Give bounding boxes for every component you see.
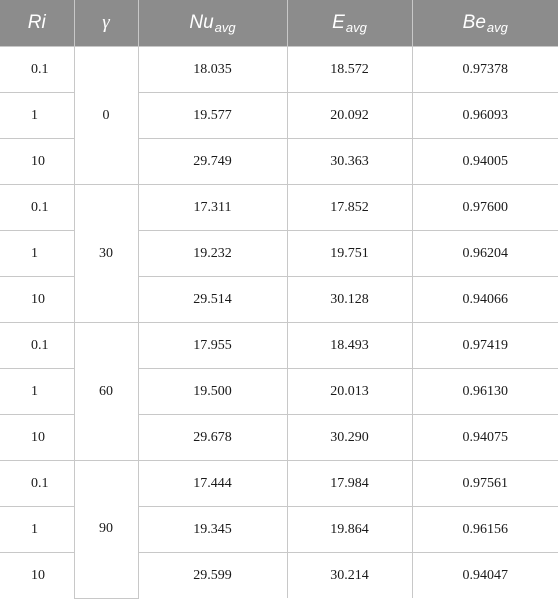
e-avg-cell: 17.852	[287, 185, 412, 231]
header-e-subscript: avg	[345, 19, 367, 35]
e-avg-cell: 30.363	[287, 139, 412, 185]
gamma-cell: 60	[74, 323, 138, 461]
nu-avg-cell: 19.577	[138, 93, 287, 139]
header-e-avg	[287, 0, 412, 47]
be-avg-cell: 0.96130	[412, 369, 558, 415]
ri-cell: 1	[0, 231, 74, 277]
ri-cell: 0.1	[0, 461, 74, 507]
ri-cell: 10	[0, 277, 74, 323]
ri-cell: 0.1	[0, 323, 74, 369]
be-avg-cell: 0.94075	[412, 415, 558, 461]
e-avg-cell: 30.290	[287, 415, 412, 461]
be-avg-cell: 0.97561	[412, 461, 558, 507]
e-avg-cell: 30.128	[287, 277, 412, 323]
header-be-avg	[412, 0, 558, 47]
header-gamma	[74, 0, 138, 47]
header-row	[0, 0, 558, 47]
e-avg-cell: 17.984	[287, 461, 412, 507]
e-avg-cell: 30.214	[287, 553, 412, 599]
table-body	[0, 47, 558, 599]
nu-avg-cell: 19.345	[138, 507, 287, 553]
table-row	[0, 185, 558, 231]
nu-avg-cell: 29.749	[138, 139, 287, 185]
table-header	[0, 0, 558, 47]
ri-cell: 10	[0, 415, 74, 461]
nu-avg-cell: 17.444	[138, 461, 287, 507]
header-ri-label: Ri	[27, 12, 46, 33]
e-avg-cell: 20.013	[287, 369, 412, 415]
ri-cell: 0.1	[0, 185, 74, 231]
ri-cell: 0.1	[0, 47, 74, 93]
gamma-cell: 30	[74, 185, 138, 323]
header-nu-avg	[138, 0, 287, 47]
ri-cell: 1	[0, 93, 74, 139]
e-avg-cell: 19.751	[287, 231, 412, 277]
be-avg-cell: 0.97378	[412, 47, 558, 93]
nu-avg-cell: 17.311	[138, 185, 287, 231]
ri-cell: 10	[0, 553, 74, 599]
ri-cell: 10	[0, 139, 74, 185]
nu-avg-cell: 19.232	[138, 231, 287, 277]
nu-avg-cell: 19.500	[138, 369, 287, 415]
e-avg-cell: 20.092	[287, 93, 412, 139]
header-nu-subscript: avg	[214, 19, 236, 35]
header-be-subscript: avg	[486, 19, 508, 35]
be-avg-cell: 0.97600	[412, 185, 558, 231]
nu-avg-cell: 29.514	[138, 277, 287, 323]
ri-cell: 1	[0, 369, 74, 415]
e-avg-cell: 18.572	[287, 47, 412, 93]
nu-avg-cell: 29.678	[138, 415, 287, 461]
gamma-cell: 90	[74, 461, 138, 599]
be-avg-cell: 0.96093	[412, 93, 558, 139]
gamma-cell: 0	[74, 47, 138, 185]
be-avg-cell: 0.97419	[412, 323, 558, 369]
header-be-label: Be	[462, 11, 486, 33]
header-gamma-label: γ	[102, 12, 110, 33]
nu-avg-cell: 18.035	[138, 47, 287, 93]
be-avg-cell: 0.96156	[412, 507, 558, 553]
table-row	[0, 47, 558, 93]
nu-avg-cell: 29.599	[138, 553, 287, 599]
header-nu-label: Nu	[189, 11, 214, 33]
e-avg-cell: 18.493	[287, 323, 412, 369]
ri-cell: 1	[0, 507, 74, 553]
e-avg-cell: 19.864	[287, 507, 412, 553]
table-row	[0, 461, 558, 507]
be-avg-cell: 0.94066	[412, 277, 558, 323]
nu-avg-cell: 17.955	[138, 323, 287, 369]
be-avg-cell: 0.94047	[412, 553, 558, 599]
be-avg-cell: 0.94005	[412, 139, 558, 185]
header-ri	[0, 0, 74, 47]
table-row	[0, 323, 558, 369]
be-avg-cell: 0.96204	[412, 231, 558, 277]
header-e-label: E	[332, 11, 345, 33]
